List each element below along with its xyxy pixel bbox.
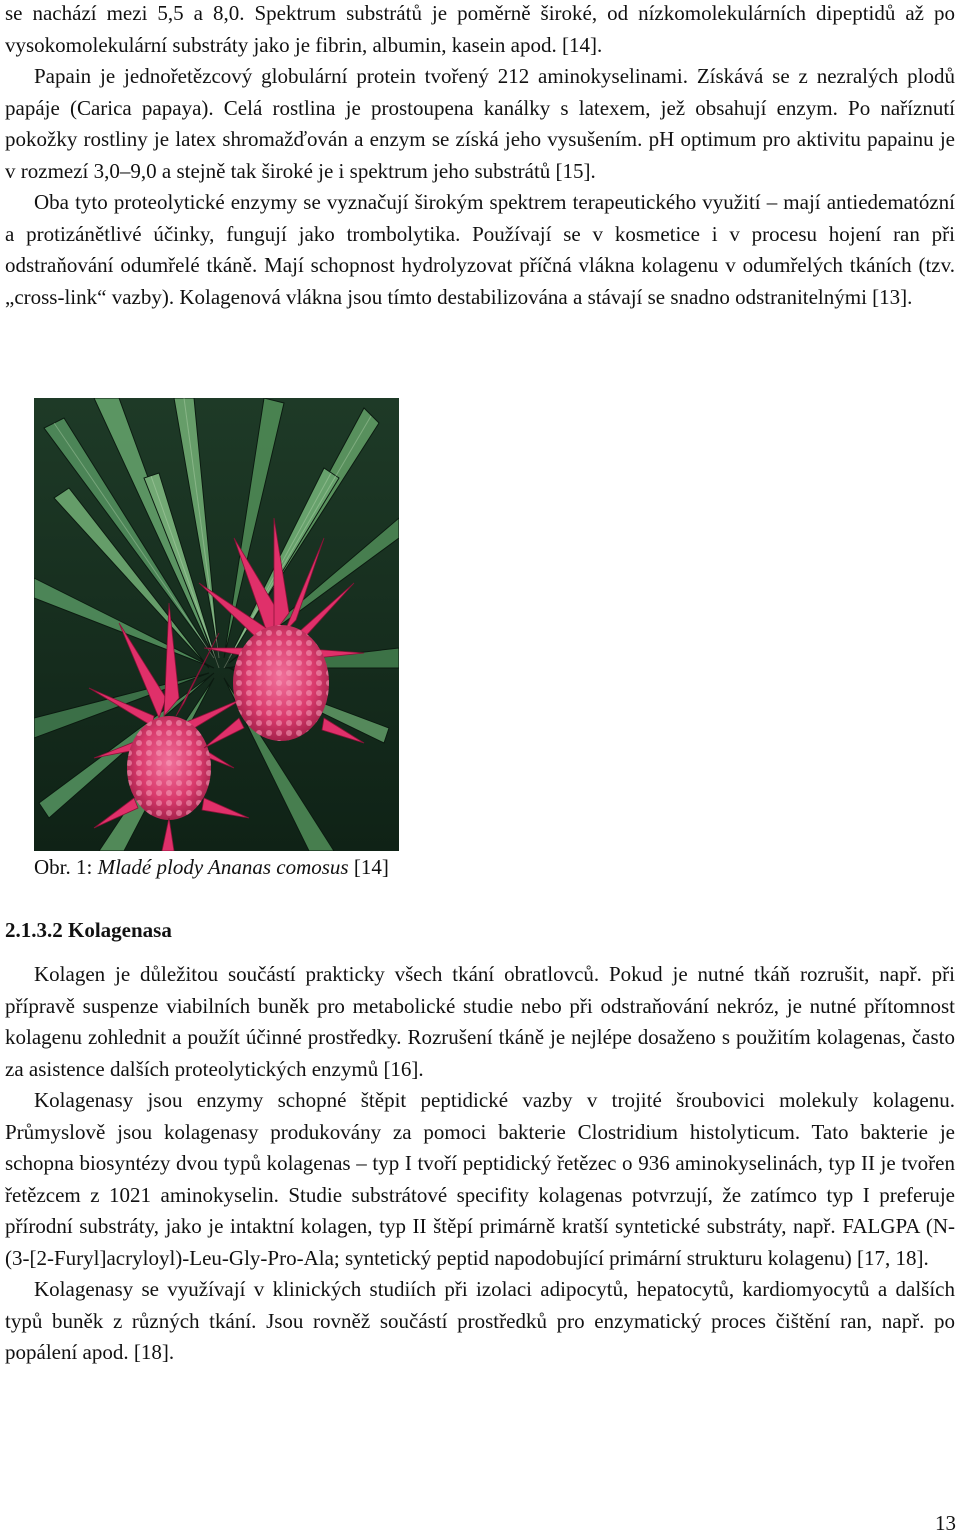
figure-caption	[34, 852, 389, 884]
caption-title: Mladé plody Ananas comosus	[97, 855, 349, 879]
intro-text-block	[5, 0, 955, 313]
kolagenasa-text-block	[5, 959, 955, 1369]
paragraph-kolagenasy-use: Kolagenasy se využívají v klinických studiích při izolaci adipocytů, hepatocytů, kardiomyocytů a dalších typů buněk z různých tkání. Jsou rovněž součástí prostředků pro enzymatický proces čištění ran, např. po popálení apod. [18].	[5, 1277, 955, 1364]
page-number: 13	[935, 1511, 956, 1535]
pineapple-plant-illustration	[34, 398, 399, 851]
figure-pineapple-image	[34, 398, 399, 851]
paragraph-kolagen-intro: Kolagen je důležitou součástí prakticky všech tkání obratlovců. Pokud je nutné tkáň rozrušit, např. při přípravě suspenze viabilních buněk pro metabolické studie nebo při odstraňování nekróz, je nutné přítomnost kolagenu zohlednit a použít účinné prostředky. Rozrušení tkáně je nejlépe dosaženo s použitím kolagenas, často za asistence dalších proteolytických enzymů [16].	[5, 962, 955, 1081]
paragraph-enzymes-therapy: Oba tyto proteolytické enzymy se vyznačují širokým spektrem terapeutického využití – mají antiedematózní a protizánětlivé účinky, fungují jako trombolytika. Používají se v kosmetice i v procesu hojení ran při odstraňování odumřelé tkáně. Mají schopnost hydrolyzovat příčná vlákna kolagenu v odumřelých tkáních (tzv. „cross-link“ vazby). Kolagenová vlákna jsou tímto destabilizována a stávají se snadno odstranitelnými [13].	[5, 190, 955, 309]
paragraph-kolagenasy-production: Kolagenasy jsou enzymy schopné štěpit peptidické vazby v trojité šroubovici molekuly kolagenu. Průmyslově jsou kolagenasy produkovány za pomoci bakterie Clostridium histolyticum. Tato bakterie je schopna biosyntézy dvou typů kolagenas – typ I tvoří peptidický řetězec o 936 aminokyselinách, typ II je tvořen řetězcem z 1021 aminokyselin. Studie substrátové specifity kolagenas potvrzují, že zatímco typ I preferuje přírodní substráty, jako je intaktní kolagen, typ II štěpí primárně kratší syntetické substráty, např. FALGPA (N-(3-[2-Furyl]acryloyl)-Leu-Gly-Pro-Ala; syntetický peptid napodobující primární strukturu kolagenu) [17, 18].	[5, 1088, 955, 1270]
section-heading: 2.1.3.2 Kolagenasa	[5, 918, 172, 942]
paragraph-papain: Papain je jednořetězcový globulární protein tvořený 212 aminokyselinami. Získává se z nezralých plodů papáje (Carica papaya). Celá rostlina je prostoupena kanálky s latexem, jež obsahují enzym. Po naříznutí pokožky rostliny je latex shromažďován a enzym se získá jeho vysušením. pH optimum pro aktivitu papainu je v rozmezí 3,0–9,0 a stejně tak široké je i spektrum jeho substrátů [15].	[5, 64, 955, 183]
caption-reference: [14]	[348, 855, 389, 879]
paragraph-continuation: se nachází mezi 5,5 a 8,0. Spektrum substrátů je poměrně široké, od nízkomolekulárních dipeptidů až po vysokomolekulární substráty jako je fibrin, albumin, kasein apod. [14].	[5, 1, 955, 57]
caption-prefix: Obr. 1:	[34, 855, 98, 879]
